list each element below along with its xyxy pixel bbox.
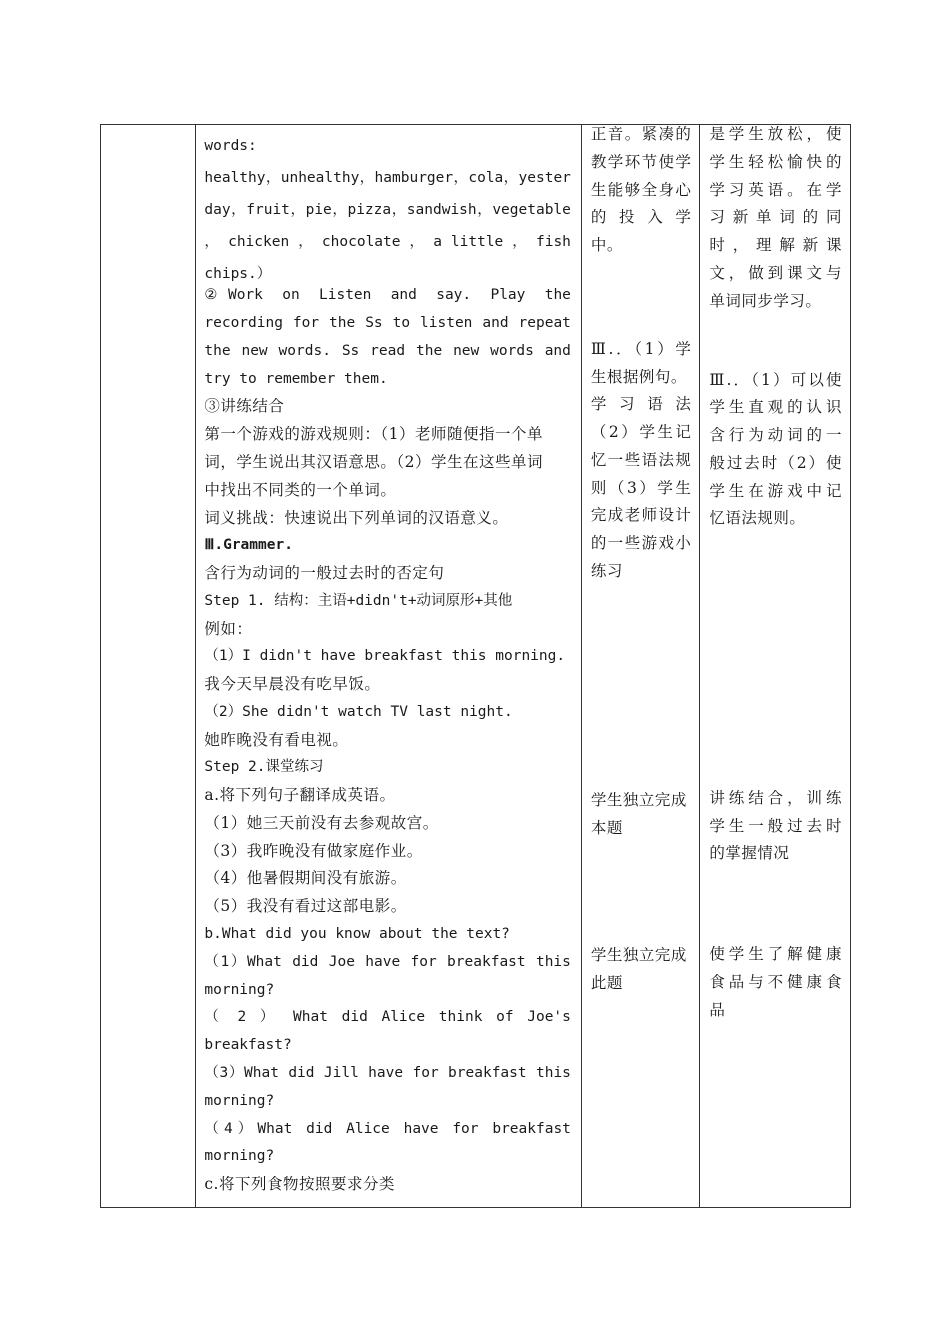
student-activity-cell xyxy=(581,125,699,1208)
intent-line: 时，理解新课 xyxy=(709,236,842,254)
content-line: Step 1. 结构：主语+didn't+动词原形+其他 xyxy=(204,593,513,609)
content-line: ③讲练结合 xyxy=(204,397,285,415)
content-line: 我今天早晨没有吃早饭。 xyxy=(204,675,381,693)
content-line: chips.） xyxy=(204,266,272,282)
intent-line: 使学生了解健康 xyxy=(709,945,842,963)
content-line: （1）她三天前没有去参观故宫。 xyxy=(204,814,439,832)
content-line: 词义挑战：快速说出下列单词的汉语意义。 xyxy=(204,509,509,527)
intent-line: 学生直观的认识 xyxy=(709,398,842,416)
content-line: day，fruit，pie，pizza，sandwish，vegetable xyxy=(204,202,571,218)
intent-line: 是学生放松，使 xyxy=(709,125,842,143)
design-intent-cell xyxy=(700,125,851,1208)
content-line: 例如： xyxy=(204,620,253,638)
intent-line: 单词同步学习。 xyxy=(709,292,822,310)
intent-line: 习新单词的同 xyxy=(709,208,842,226)
stage-cell xyxy=(101,125,196,1208)
teaching-content-cell xyxy=(196,125,582,1208)
content-line: ②Work on Listen and say. Play the xyxy=(204,287,571,303)
content-line: 中找出不同类的一个单词。 xyxy=(204,481,397,499)
table-row xyxy=(101,125,851,1208)
content-line: morning? xyxy=(204,982,275,998)
student-line: 生能够全身心 xyxy=(590,181,692,199)
content-line: （3）我昨晚没有做家庭作业。 xyxy=(204,842,423,860)
content-line: Step 2.课堂练习 xyxy=(204,759,324,775)
content-line: 她昨晚没有看电视。 xyxy=(204,731,349,749)
intent-line: 含行为动词的一 xyxy=(709,426,842,444)
content-line: 词，学生说出其汉语意思。（2）学生在这些单词 xyxy=(204,453,543,471)
intent-line: 讲练结合，训练 xyxy=(709,789,842,807)
student-line: 练习 xyxy=(590,562,623,580)
student-line: 生根据例句。 xyxy=(590,368,687,386)
intent-line: 学习英语。在学 xyxy=(709,181,842,199)
student-line: 学生独立完成 xyxy=(590,791,687,809)
content-line: try to remember them. xyxy=(204,371,388,387)
content-line: the new words. Ss read the new words and xyxy=(204,343,571,359)
content-line: ， chicken ， chocolate ， a little ， fish xyxy=(204,234,571,250)
section-heading: Ⅲ.Grammer. xyxy=(204,537,293,553)
student-line: Ⅲ.．（1）学 xyxy=(590,340,692,358)
student-line: （2）学生记 xyxy=(590,423,692,441)
student-line: 正音。紧凑的 xyxy=(590,125,692,143)
content-line: （5）我没有看过这部电影。 xyxy=(204,897,407,915)
student-line: 的一些游戏小 xyxy=(590,534,692,552)
content-line: （1）What did Joe have for breakfast this xyxy=(204,954,571,970)
content-line: （4）他暑假期间没有旅游。 xyxy=(204,869,407,887)
student-line: 则（3）学生 xyxy=(590,479,692,497)
intent-line: Ⅲ.．（1）可以使 xyxy=(709,371,842,389)
content-line: a.将下列句子翻译成英语。 xyxy=(204,786,396,804)
intent-line: 学生轻松愉快的 xyxy=(709,153,842,171)
content-line: breakfast? xyxy=(204,1037,292,1053)
content-line: b.What did you know about the text? xyxy=(204,926,510,942)
content-line: healthy，unhealthy，hamburger，cola，yester xyxy=(204,170,571,186)
student-line: 学 习 语 法 xyxy=(590,395,692,413)
intent-line: 学生一般过去时 xyxy=(709,817,842,835)
student-line: 完成老师设计 xyxy=(590,506,692,524)
student-line: 此题 xyxy=(590,974,623,992)
intent-line: 文，做到课文与 xyxy=(709,264,842,282)
content-line: （4）What did Alice have for breakfast xyxy=(204,1121,571,1137)
content-line: c.将下列食物按照要求分类 xyxy=(204,1175,395,1193)
lesson-plan-table xyxy=(100,124,851,1208)
student-line: 忆一些语法规 xyxy=(590,451,692,469)
intent-line: 忆语法规则。 xyxy=(709,509,806,527)
intent-line: 的掌握情况 xyxy=(709,844,790,862)
student-line: 学生独立完成 xyxy=(590,946,687,964)
intent-line: 般过去时（2）使 xyxy=(709,454,842,472)
content-line: （1）I didn't have breakfast this morning. xyxy=(204,648,566,664)
content-line: morning? xyxy=(204,1148,275,1164)
content-line: 含行为动词的一般过去时的否定句 xyxy=(204,564,445,582)
content-line: 第一个游戏的游戏规则：（1）老师随便指一个单 xyxy=(204,425,543,443)
intent-line: 学生在游戏中记 xyxy=(709,482,842,500)
content-line: morning? xyxy=(204,1093,275,1109)
student-line: 教学环节使学 xyxy=(590,153,692,171)
content-line: （ 2 ） What did Alice think of Joe's xyxy=(204,1009,571,1025)
student-line: 中。 xyxy=(590,236,623,254)
student-line: 的 投 入 学 xyxy=(590,208,692,226)
intent-line: 食品与不健康食 xyxy=(709,973,842,991)
intent-line: 品 xyxy=(709,1001,726,1019)
content-line: words: xyxy=(204,138,257,154)
content-line: （2）She didn't watch TV last night. xyxy=(204,704,513,720)
content-line: （3）What did Jill have for breakfast this xyxy=(204,1065,571,1081)
content-line: recording for the Ss to listen and repeat xyxy=(204,315,571,331)
student-line: 本题 xyxy=(590,819,623,837)
